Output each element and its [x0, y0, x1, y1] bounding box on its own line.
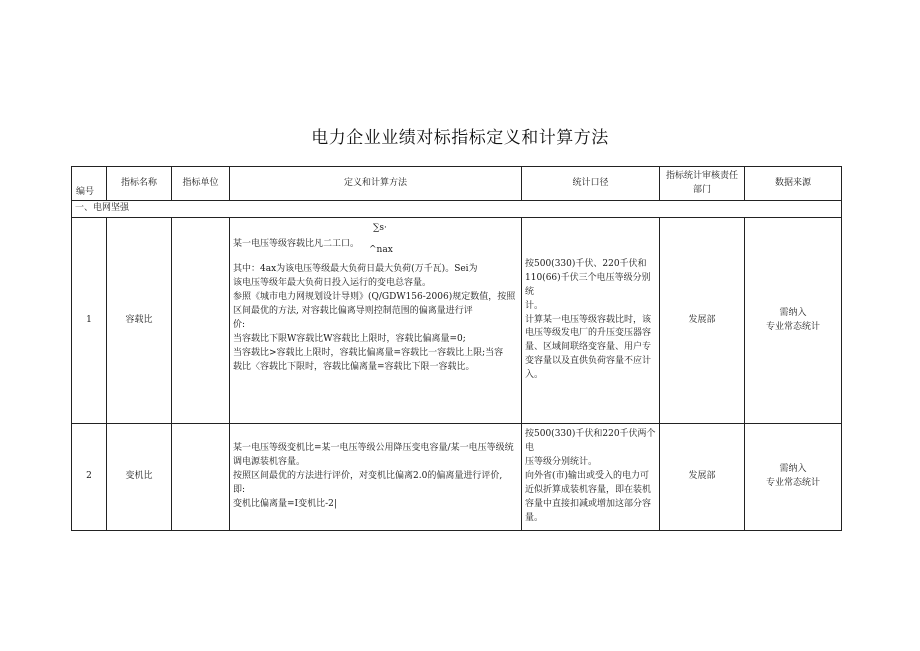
def-line: 按照区间最优的方法进行评价，对变机比偏离2.0的偏离量进行评价, [233, 470, 503, 481]
def-line: 当容载比下限W容载比W容载比上限时，容载比偏离量=0; [233, 333, 466, 344]
formula-denominator: ^nax [369, 245, 393, 255]
header-name: 指标名称 [107, 167, 172, 201]
row-name: 变机比 [107, 424, 172, 531]
row-stat [522, 218, 660, 424]
def-line: 参照《城市电力网规划设计导则》(Q/GDW156-2006)规定数值，按照 [233, 291, 516, 302]
header-definition: 定义和计算方法 [230, 167, 522, 201]
formula [233, 222, 518, 260]
stat-line: 计。 [525, 300, 544, 311]
stat-line: 近似折算成装机容量，即在装机 [525, 484, 652, 495]
stat-line: 计算某一电压等级容载比时，该 [525, 314, 652, 325]
stat-line: 变容量以及直供负荷容量不应计 [525, 356, 652, 367]
table-row [72, 218, 842, 424]
stat-line: 向外省(市)输出或受入的电力可 [525, 470, 650, 481]
row-unit [172, 424, 230, 531]
row-dept: 发展部 [660, 218, 745, 424]
source-line: 需纳入 [779, 307, 807, 318]
row-name: 容载比 [107, 218, 172, 424]
header-unit: 指标单位 [172, 167, 230, 201]
row-stat [522, 424, 660, 531]
def-line: 载比〈容载比下限时，容载比偏离量=容载比下限一容载比。 [233, 361, 475, 372]
section-row [72, 201, 842, 218]
stat-line: 入。 [525, 370, 544, 381]
def-line: 其中：4ax为该电压等级最大负荷日最大负荷(万千瓦)。Sei为 [233, 264, 478, 274]
def-line: 某一电压等级变机比=某一电压等级公用降压变电容量/某一电压等级统 [233, 442, 514, 453]
indicator-table [71, 166, 842, 531]
header-num: 编号 [72, 167, 107, 201]
row-source [745, 424, 842, 531]
def-line: 该电压等级年最大负荷日投入运行的变电总容量。 [233, 277, 432, 288]
row-num: 2 [72, 424, 107, 531]
stat-line: 电压等级发电厂的升压变压器容 [525, 328, 652, 339]
def-line: 即: [233, 484, 246, 495]
def-line: 价: [233, 319, 246, 330]
source-line: 需纳入 [779, 463, 807, 474]
stat-line: 容量中直接扣减或增加这部分容 [525, 498, 652, 509]
row-definition [230, 424, 522, 531]
row-dept: 发展部 [660, 424, 745, 531]
source-line: 专业常态统计 [765, 477, 820, 488]
stat-line: 压等级分别统计。 [525, 456, 598, 467]
stat-line: 按500(330)千伏和220千伏两个电 [525, 429, 656, 453]
header-dept: 指标统计审核责任部门 [660, 167, 745, 201]
stat-line: 量、区域间联络变容量、用户专 [525, 342, 652, 353]
def-line: 调电源装机容量。 [233, 456, 306, 467]
source-line: 专业常态统计 [765, 321, 820, 332]
page-title: 电力企业业绩对标指标定义和计算方法 [311, 128, 609, 148]
def-line: 变机比偏离量=I变机比-2| [233, 498, 337, 509]
def-line: 当容载比>容载比上限时，容载比偏离量=容载比一容载比上限;当容 [233, 347, 504, 358]
row-unit [172, 218, 230, 424]
row-num: 1 [72, 218, 107, 424]
def-line: 区间最优的方法, 对容载比偏离导则控制范围的偏离量进行评 [233, 305, 473, 316]
header-stat: 统计口径 [522, 167, 660, 201]
header-row [72, 167, 842, 201]
table-row [72, 424, 842, 531]
stat-line: 按500(330)千伏、220千伏和 [525, 258, 647, 269]
header-source: 数据来源 [745, 167, 842, 201]
row-definition [230, 218, 522, 424]
row-source [745, 218, 842, 424]
stat-line: 110(66)千伏三个电压等级分别统 [525, 272, 651, 297]
stat-line: 量。 [525, 512, 544, 523]
formula-sum: ∑s· [373, 223, 387, 233]
section-title: 一、电网坚强 [72, 201, 842, 218]
formula-lhs: 某一电压等级容载比凡二工口。 [233, 239, 360, 249]
